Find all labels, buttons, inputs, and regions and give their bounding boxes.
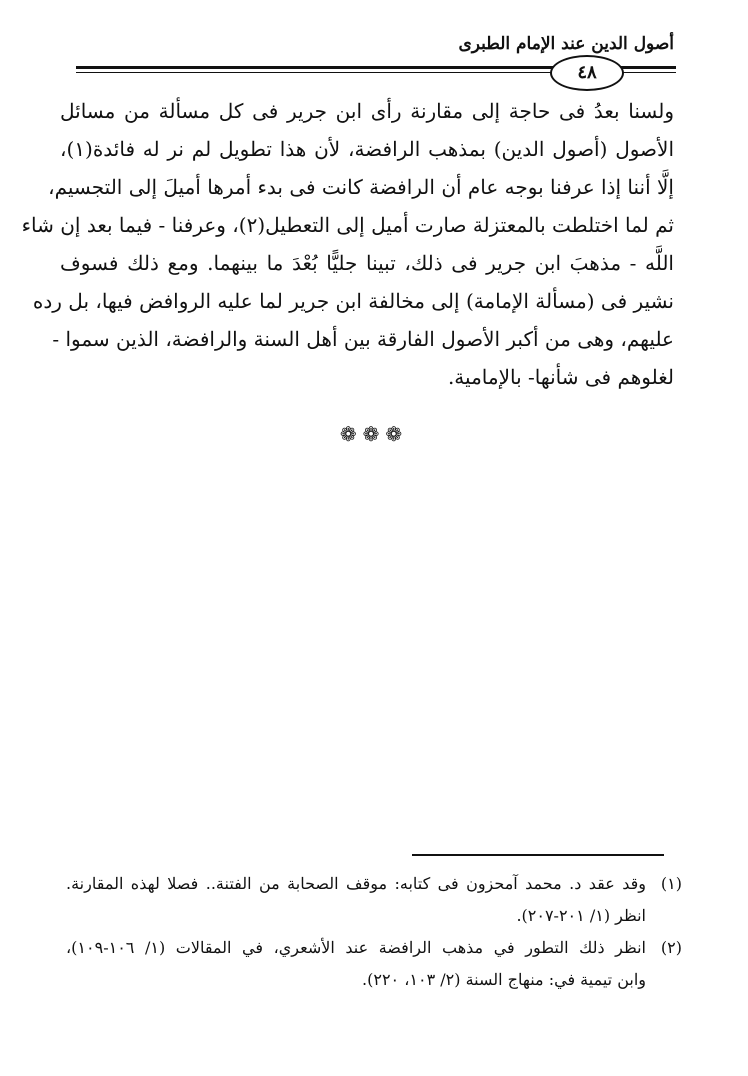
footnotes	[66, 868, 682, 996]
footnote-1	[66, 868, 682, 932]
section-ornament: ❁❁❁	[339, 422, 409, 446]
body-line: لغلوهم فى شأنها- بالإمامية.	[447, 365, 674, 389]
running-title: أصول الدين عند الإمام الطبرى	[458, 34, 674, 54]
footnote-2	[66, 932, 682, 996]
footnote-line: وابن تيمية في: منهاج السنة (٢/ ١٠٣، ٢٢٠).	[362, 970, 646, 989]
body-line: الأصول (أصول الدين) بمذهب الرافضة، لأن هذا تطويل لم نر له فائدة(١)،	[60, 137, 674, 161]
body-line: ولسنا بعدُ فى حاجة إلى مقارنة رأى ابن جرير فى كل مسألة من مسائل	[60, 99, 674, 123]
footnote-number: (١)	[660, 874, 682, 893]
page-number: ٤٨	[550, 55, 624, 91]
footnote-line: وقد عقد د. محمد آمحزون فى كتابه: موقف الصحابة من الفتنة.. فصلا لهذه المقارنة.	[66, 874, 646, 893]
body-line: إلَّا أننا إذا عرفنا بوجه عام أن الرافضة كانت فى بدء أمرها أميلَ إلى التجسيم،	[48, 175, 674, 199]
body-line: نشير فى (مسألة الإمامة) إلى مخالفة ابن جرير لما عليه الروافض فيها، بل رده	[32, 289, 674, 313]
footnote-rule	[412, 854, 664, 856]
body-line: ثم لما اختلطت بالمعتزلة صارت أميل إلى التعطيل(٢)، وعرفنا - فيما بعد إن شاء	[21, 213, 674, 237]
body-line: عليهم، وهى من أكبر الأصول الفارقة بين أهل السنة والرافضة، الذين سموا -	[52, 327, 674, 351]
footnote-line: انظر (١/ ٢٠١-٢٠٧).	[516, 906, 646, 925]
footnote-line: انظر ذلك التطور في مذهب الرافضة عند الأشعري، في المقالات (١/ ١٠٦-١٠٩)،	[66, 938, 646, 957]
footnote-number: (٢)	[660, 938, 682, 957]
body-text	[21, 92, 674, 396]
body-line: اللَّه - مذهبَ ابن جرير فى ذلك، تبينا جليًّا بُعْدَ ما بينهما. ومع ذلك فسوف	[60, 251, 674, 275]
